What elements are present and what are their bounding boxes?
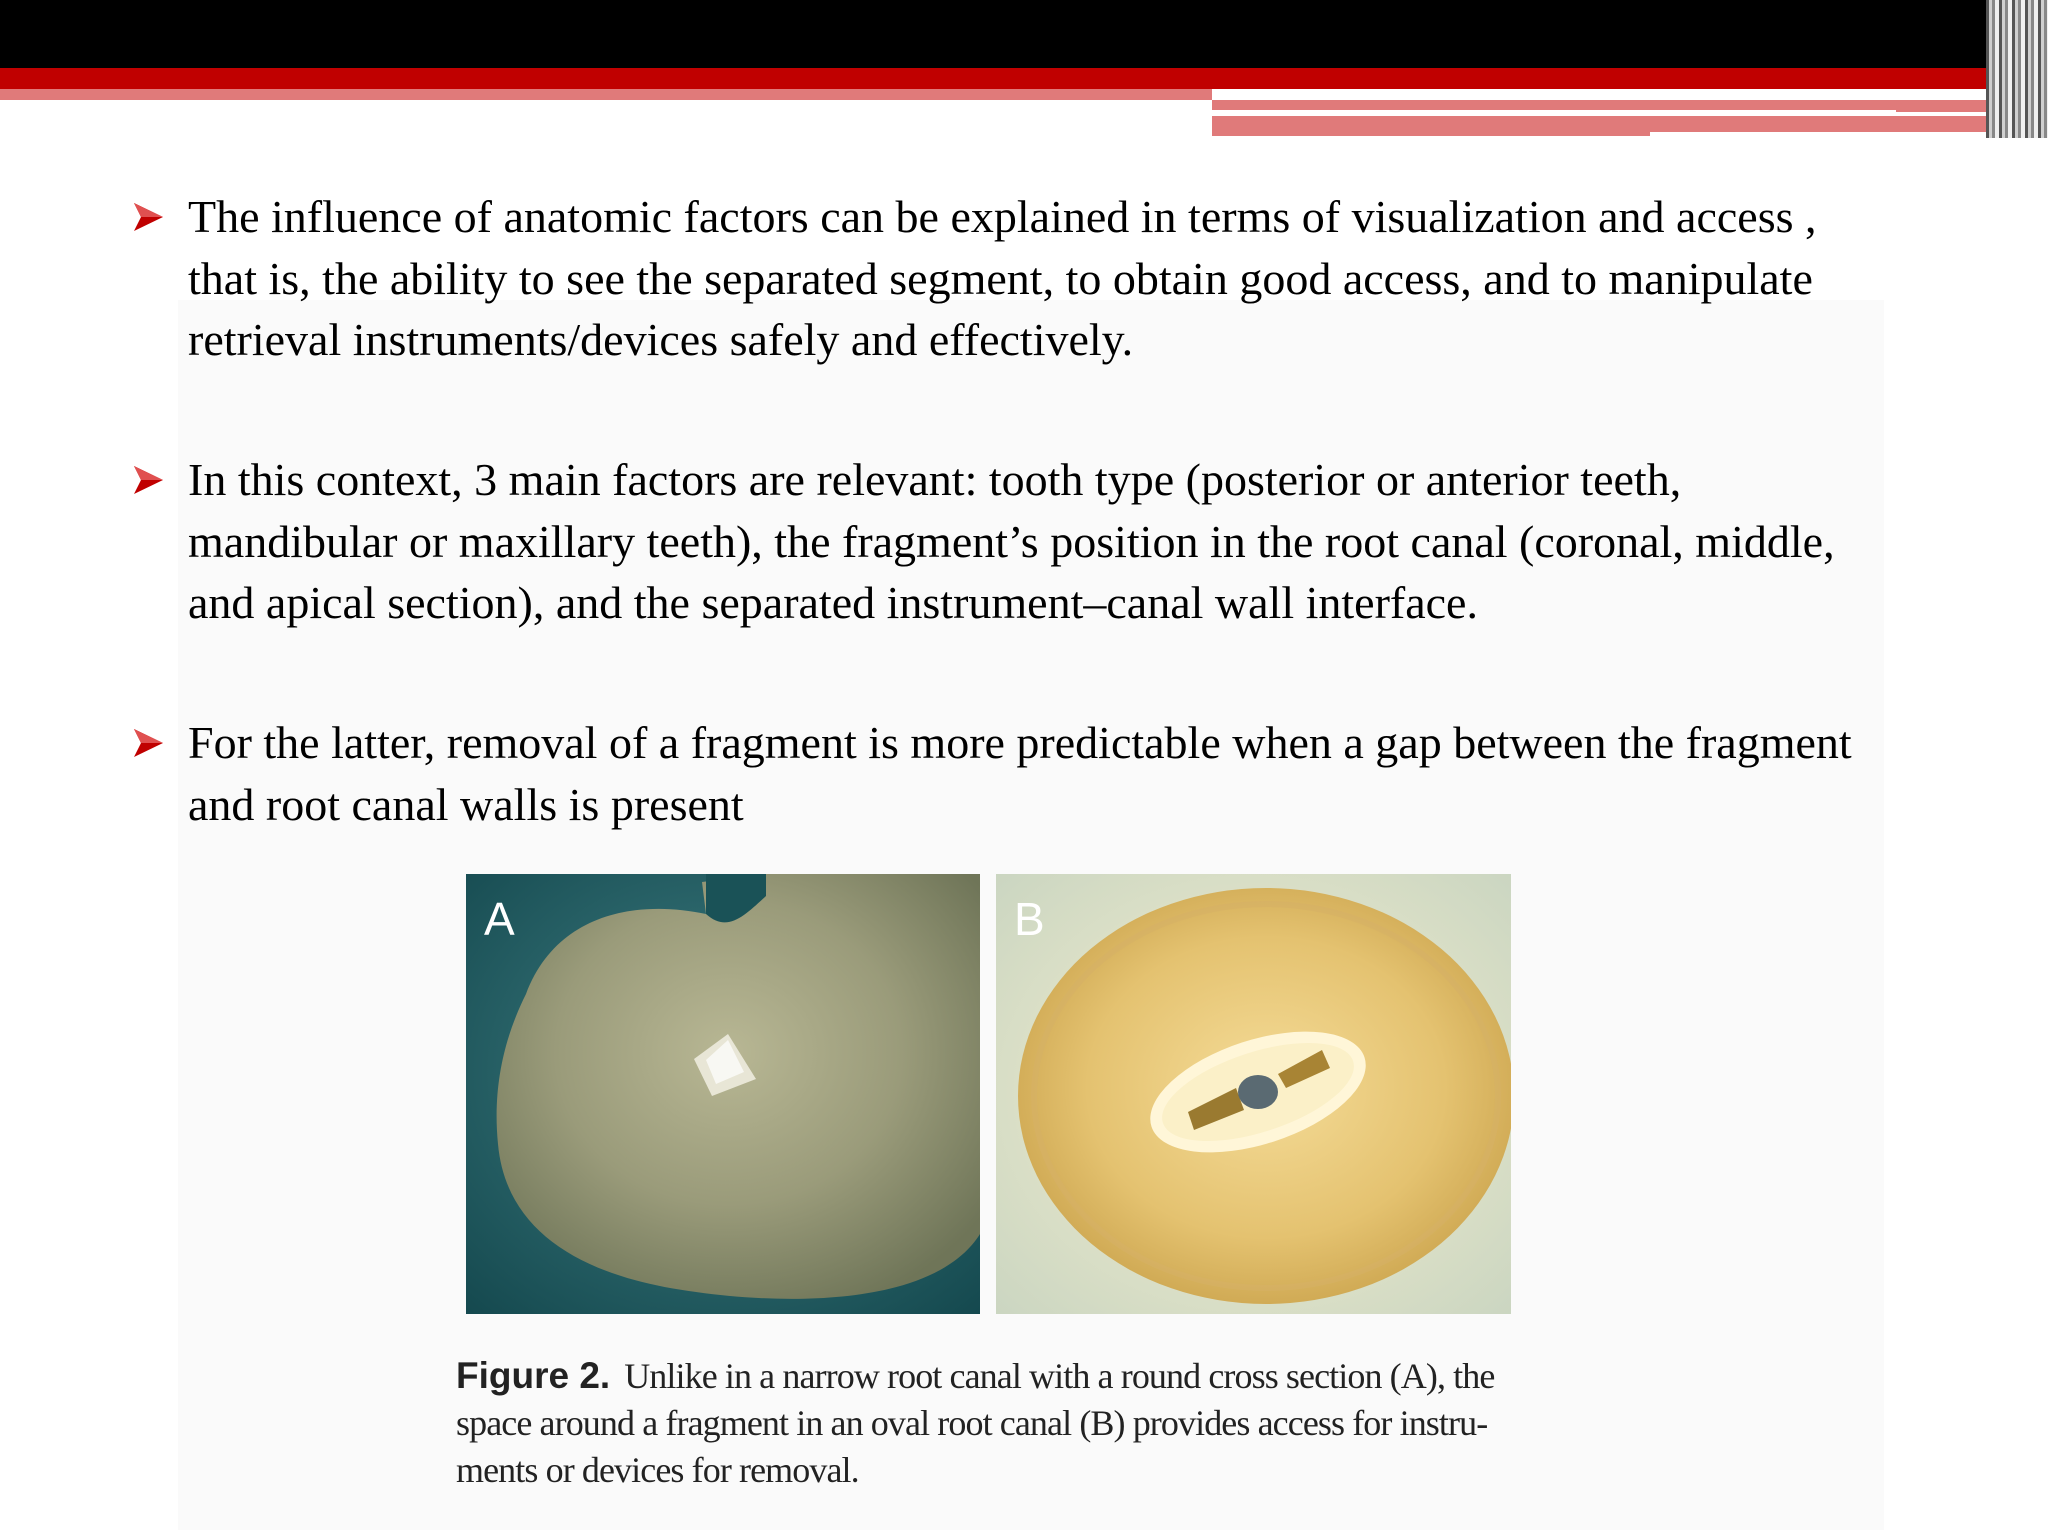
arrow-bullet-icon <box>132 449 188 511</box>
bullet-item <box>132 449 1892 634</box>
figure-panel-a <box>466 874 980 1314</box>
figure-caption <box>456 1352 1536 1494</box>
bullet-text: The influence of anatomic factors can be explained in terms of visualization and access , that is, the ability to see the separated segment, to obtain good access, and to manipulate retrieval instruments/devices safely and effectively. <box>188 191 1817 365</box>
figure-label-a: A <box>484 893 515 945</box>
figure-label-b: B <box>1014 893 1045 945</box>
figure-caption-text: Unlike in a narrow root canal with a round cross section (A), the space around a fragment in an oval root canal (B) provides access for instru- ments or devices for removal. <box>456 1356 1495 1490</box>
figure-panel-b <box>996 874 1511 1314</box>
root-cross-section-b-image <box>996 874 1511 1314</box>
bullet-item <box>132 186 1892 371</box>
arrow-bullet-icon <box>132 186 188 248</box>
bullet-text: For the latter, removal of a fragment is more predictable when a gap between the fragment and root canal walls is present <box>188 717 1852 830</box>
arrow-bullet-icon <box>132 712 188 774</box>
root-cross-section-a-image <box>466 874 980 1314</box>
bullet-item <box>132 712 1892 835</box>
bullet-text: In this context, 3 main factors are relevant: tooth type (posterior or anterior teeth, mandibular or maxillary teeth), the fragment’s position in the root canal (coronal, middle, and apical section), and the separated instrument–canal wall interface. <box>188 454 1835 628</box>
figure-caption-label: Figure 2. <box>456 1355 611 1396</box>
